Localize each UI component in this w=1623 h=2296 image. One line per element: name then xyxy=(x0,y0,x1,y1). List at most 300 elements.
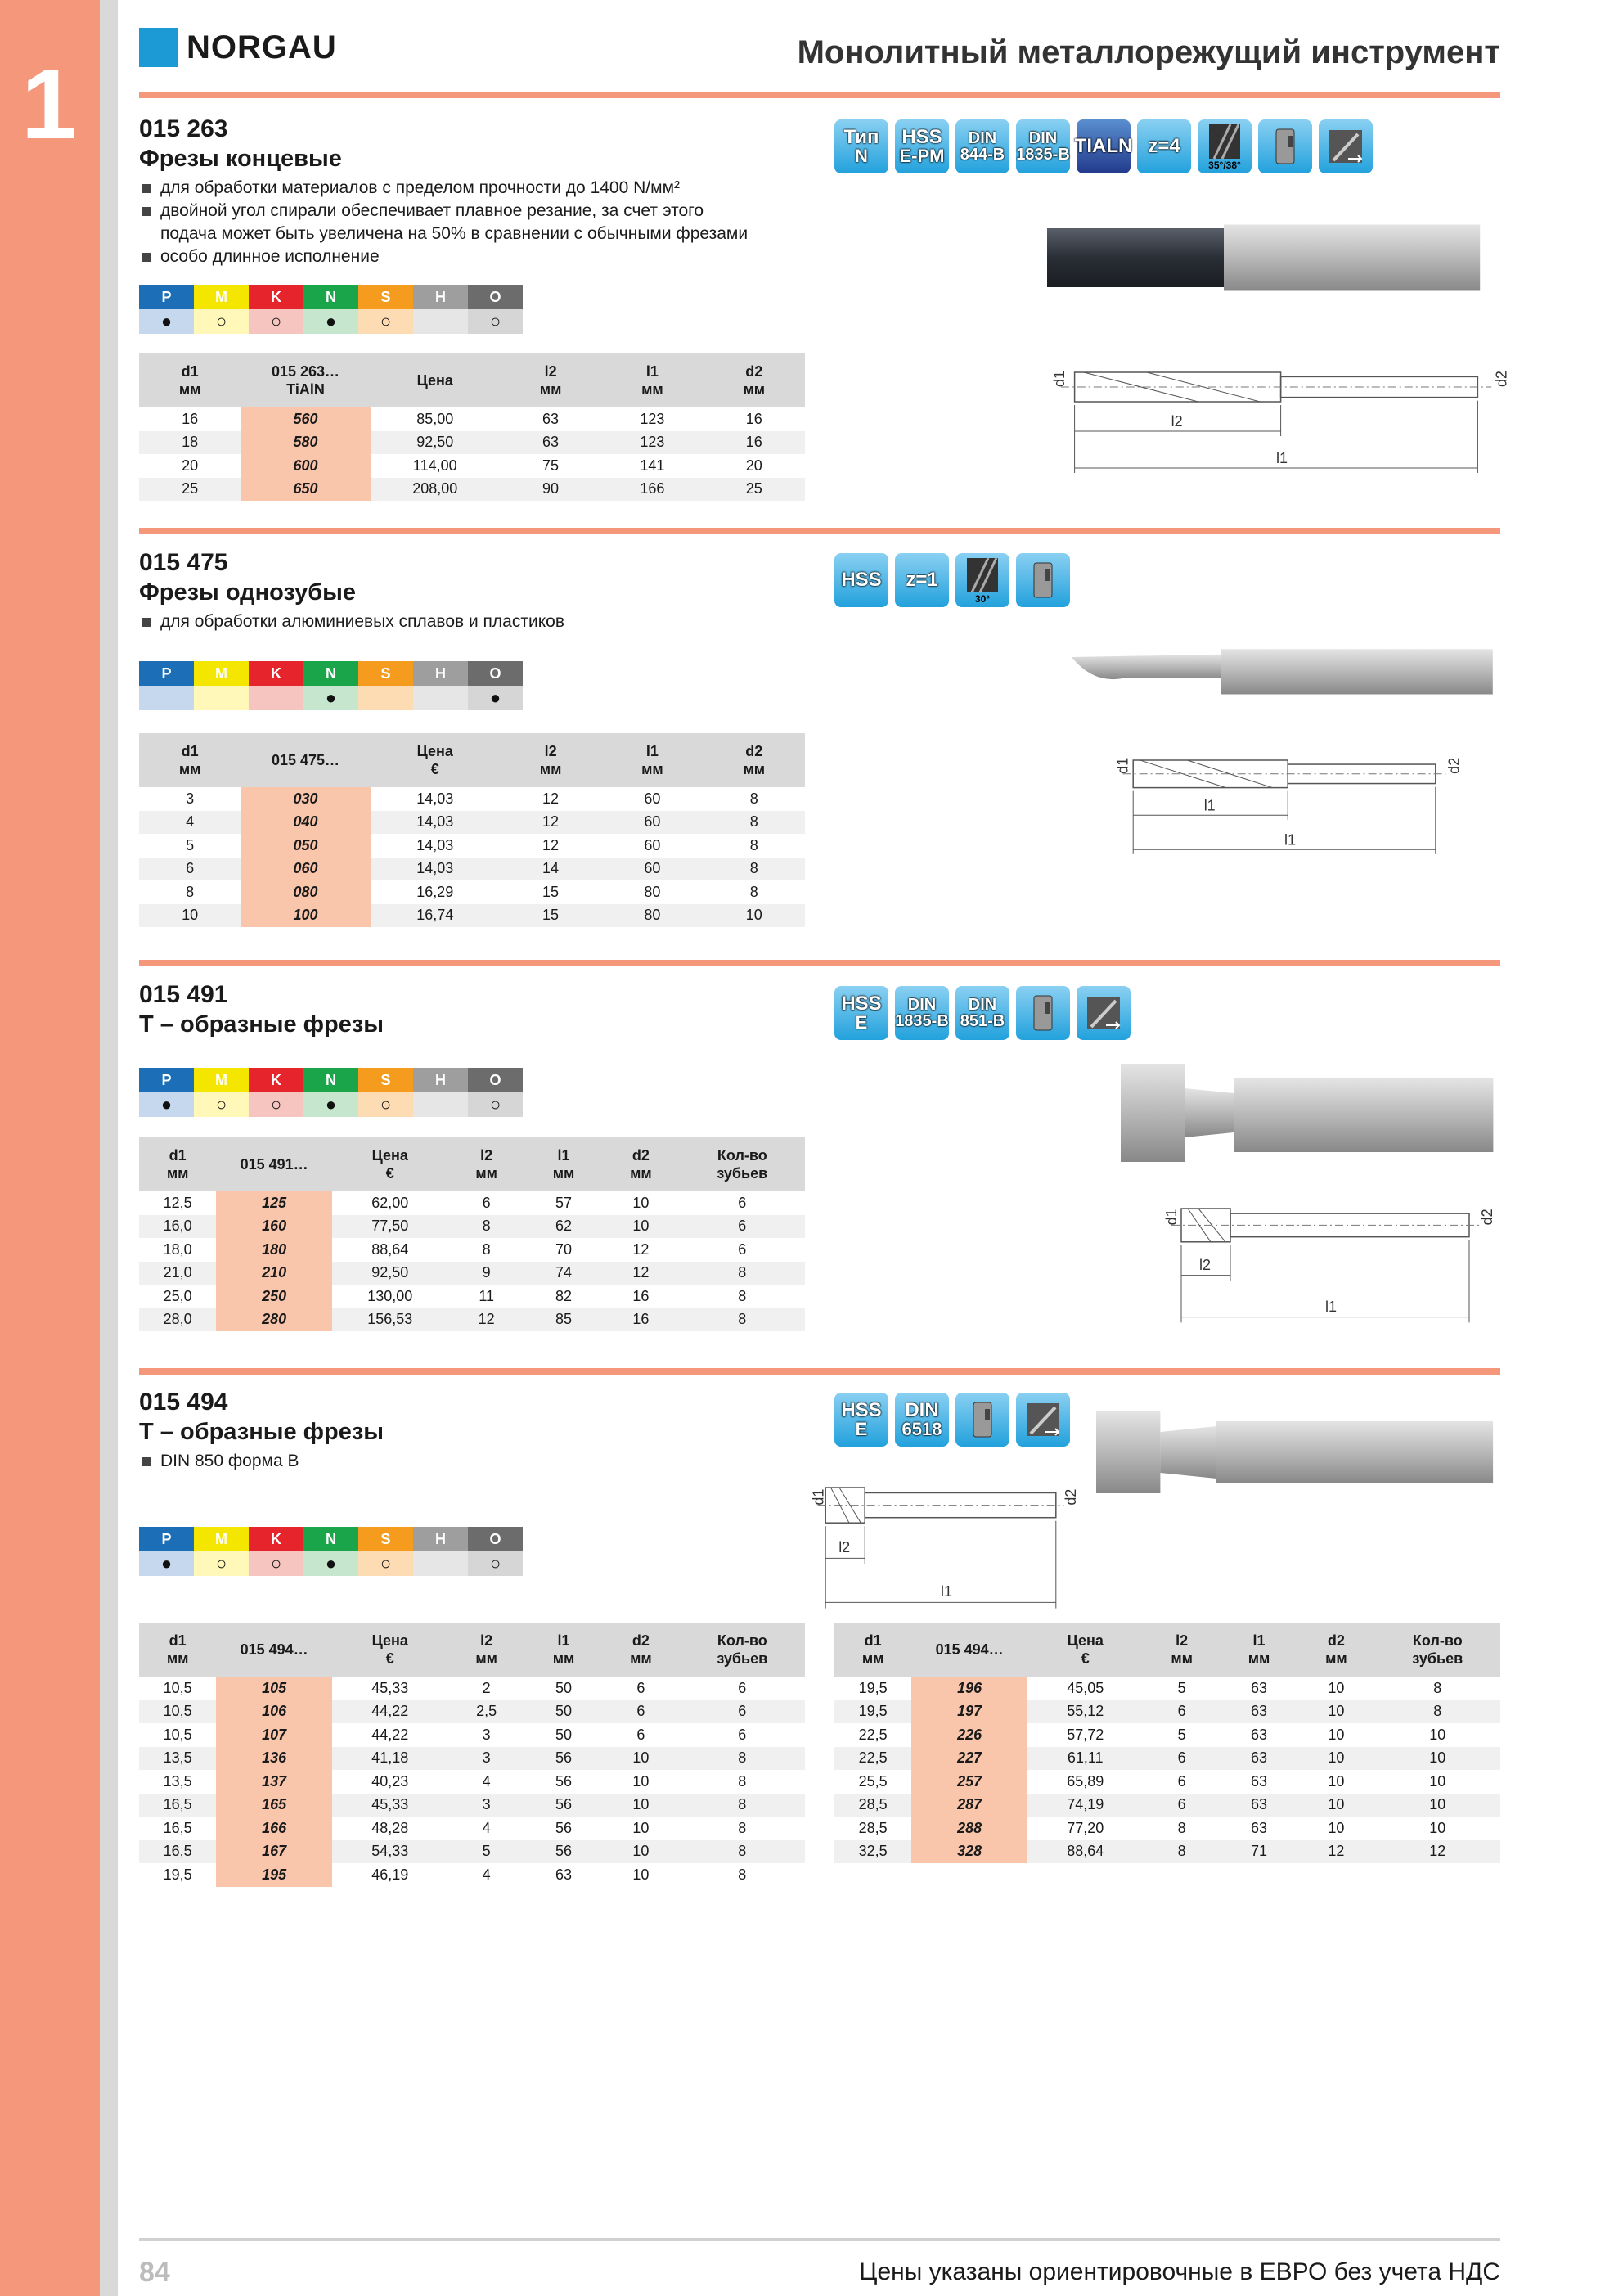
column-header xyxy=(911,1623,1027,1677)
material-suitability-m xyxy=(194,686,249,710)
material-suitability-o: ○ xyxy=(468,1092,523,1117)
order-code-cell[interactable]: 196 xyxy=(911,1677,1027,1700)
svg-text:l2: l2 xyxy=(1199,1256,1212,1273)
header-line-2: мм xyxy=(552,1165,575,1182)
table-cell: 6 xyxy=(636,1726,645,1743)
material-letter-o: O xyxy=(468,1068,523,1092)
material-letter-s: S xyxy=(358,285,413,309)
column-header xyxy=(834,1623,911,1677)
table-row[interactable] xyxy=(139,1770,805,1794)
table-cell: 10 xyxy=(1375,1747,1500,1771)
order-code-cell[interactable]: 165 xyxy=(216,1794,332,1817)
table-cell: 8 xyxy=(680,1262,805,1285)
svg-text:d1: d1 xyxy=(1163,1209,1180,1226)
table-cell: 8 xyxy=(1144,1840,1221,1864)
table-cell: 22,5 xyxy=(834,1747,911,1771)
material-suitability-k: ○ xyxy=(249,1092,303,1117)
material-letter-o: O xyxy=(468,661,523,686)
table-row[interactable] xyxy=(139,407,805,431)
table-row[interactable] xyxy=(139,1794,805,1817)
order-code-cell[interactable]: 250 xyxy=(216,1285,332,1308)
table-row[interactable] xyxy=(139,1677,805,1700)
table-cell: 20 xyxy=(745,457,762,474)
material-suitability-n: ● xyxy=(303,1092,358,1117)
shank-icon xyxy=(1024,561,1062,599)
header-line-2: мм xyxy=(166,1165,189,1182)
table-cell: 6 xyxy=(482,1194,491,1211)
material-suitability-o: ● xyxy=(468,686,523,710)
table-cell: 6 xyxy=(738,1679,747,1696)
dimension-diagram xyxy=(810,1473,1080,1620)
column-header xyxy=(1027,1623,1144,1677)
section-divider xyxy=(139,1368,1500,1375)
spec-badges xyxy=(834,1393,1070,1447)
header-line-1: 015 491… xyxy=(240,1156,308,1173)
svg-text:l2: l2 xyxy=(838,1539,851,1556)
table-cell: 16,0 xyxy=(139,1215,216,1239)
header-line-1: d2 xyxy=(632,1147,650,1164)
feature-list xyxy=(139,610,1500,633)
table-cell: 28,5 xyxy=(834,1794,911,1817)
order-code-cell[interactable]: 080 xyxy=(241,880,370,904)
header-line-1: d2 xyxy=(632,1632,650,1649)
material-group-table xyxy=(139,1527,523,1576)
material-letter-s: S xyxy=(358,1527,413,1551)
header-line-2: мм xyxy=(641,761,663,777)
material-letter-h: H xyxy=(413,661,468,686)
column-header xyxy=(139,1623,216,1677)
table-row[interactable] xyxy=(139,478,805,502)
spec-badge xyxy=(955,1393,1009,1447)
header-line-2: мм xyxy=(1248,1650,1270,1667)
header-line-1: d1 xyxy=(169,1147,187,1164)
material-suitability-m: ○ xyxy=(194,1551,249,1576)
material-letter-m: M xyxy=(194,1068,249,1092)
order-code-cell[interactable]: 106 xyxy=(216,1700,332,1724)
product-code: 015 494 xyxy=(139,1389,228,1416)
table-row[interactable] xyxy=(139,858,805,881)
table-cell: 8 xyxy=(680,1308,805,1332)
table-cell: 12 xyxy=(602,1262,679,1285)
table-cell: 11 xyxy=(479,1287,495,1304)
order-code-cell[interactable]: 195 xyxy=(216,1863,332,1887)
svg-text:d2: d2 xyxy=(1445,757,1463,774)
table-cell: 5 xyxy=(448,1840,525,1864)
table-cell: 8 xyxy=(680,1747,805,1771)
header-line-1: l1 xyxy=(557,1632,570,1649)
table-cell: 156,53 xyxy=(332,1308,448,1332)
material-letter-m: M xyxy=(194,661,249,686)
badge-line-1: DIN xyxy=(905,1399,939,1421)
material-suitability-n: ● xyxy=(303,686,358,710)
material-letter-k: K xyxy=(249,285,303,309)
column-header xyxy=(601,353,703,407)
logo-square-icon xyxy=(139,28,178,67)
table-cell: 10 xyxy=(1328,1679,1345,1696)
spec-badge xyxy=(955,986,1009,1040)
table-cell: 85,00 xyxy=(416,410,454,427)
material-group-table xyxy=(139,661,523,710)
header-line-1: d2 xyxy=(745,743,763,759)
order-code-cell[interactable]: 580 xyxy=(241,431,370,455)
table-cell: 56 xyxy=(525,1840,602,1864)
material-suitability-k xyxy=(249,686,303,710)
product-code: 015 263 xyxy=(139,115,228,142)
header-line-2: мм xyxy=(539,761,562,777)
table-cell: 18 xyxy=(139,431,241,455)
material-letter-h: H xyxy=(413,285,468,309)
spec-badge xyxy=(1198,119,1252,173)
table-row[interactable] xyxy=(139,454,805,478)
table-row[interactable] xyxy=(834,1817,1500,1840)
table-cell: 12 xyxy=(448,1308,525,1332)
shank-icon xyxy=(964,1401,1001,1438)
material-letter-s: S xyxy=(358,661,413,686)
header-line-2: мм xyxy=(178,761,201,777)
product-table xyxy=(139,1137,805,1331)
table-row[interactable] xyxy=(139,1747,805,1771)
table-cell: 8 xyxy=(1177,1819,1186,1836)
table-cell: 3 xyxy=(482,1726,491,1743)
table-cell: 77,50 xyxy=(332,1215,448,1239)
order-code-cell[interactable]: 226 xyxy=(911,1723,1027,1747)
material-suitability-o: ○ xyxy=(468,309,523,334)
table-cell: 6 xyxy=(738,1240,747,1258)
order-code-cell[interactable]: 227 xyxy=(911,1747,1027,1771)
material-letter-h: H xyxy=(413,1068,468,1092)
table-row[interactable] xyxy=(139,431,805,455)
material-suitability-p xyxy=(139,686,194,710)
table-row[interactable] xyxy=(139,904,805,928)
table-cell: 19,5 xyxy=(834,1700,911,1724)
table-row[interactable] xyxy=(834,1700,1500,1724)
table-cell: 15 xyxy=(500,904,601,928)
badge-line-1: HSS xyxy=(841,993,882,1015)
table-cell: 114,00 xyxy=(412,457,457,474)
table-cell: 8 xyxy=(738,1866,747,1883)
order-code-cell[interactable]: 030 xyxy=(241,787,370,811)
spec-badge xyxy=(834,1393,888,1447)
spec-badges xyxy=(834,986,1131,1040)
order-code-cell[interactable]: 650 xyxy=(241,478,370,502)
table-cell: 60 xyxy=(601,858,703,881)
table-cell: 141 xyxy=(640,457,665,474)
table-cell: 8 xyxy=(186,883,195,900)
order-code-cell[interactable]: 167 xyxy=(216,1840,332,1864)
order-code-cell[interactable]: 197 xyxy=(911,1700,1027,1724)
table-cell: 13,5 xyxy=(139,1747,216,1771)
table-cell: 16 xyxy=(704,431,805,455)
column-header xyxy=(704,733,805,787)
header-line-2: зубьев xyxy=(717,1650,768,1667)
order-code-cell[interactable]: 040 xyxy=(241,811,370,835)
table-row[interactable] xyxy=(139,880,805,904)
table-cell: 19,5 xyxy=(858,1679,888,1696)
header-line-2: мм xyxy=(861,1650,884,1667)
table-cell: 10 xyxy=(1375,1794,1500,1817)
table-row[interactable] xyxy=(139,1863,805,1887)
table-cell: 44,22 xyxy=(371,1726,409,1743)
order-code-cell[interactable]: 257 xyxy=(911,1770,1027,1794)
order-code-cell[interactable]: 136 xyxy=(216,1747,332,1771)
table-cell: 5 xyxy=(1177,1726,1186,1743)
table-cell: 4 xyxy=(482,1819,491,1836)
table-cell: 56 xyxy=(525,1747,602,1771)
table-row[interactable] xyxy=(834,1770,1500,1794)
badge-angle-label: 30° xyxy=(974,593,991,605)
section-divider xyxy=(139,528,1500,534)
badge-line-1: DIN xyxy=(907,996,937,1014)
badge-line-1: z=1 xyxy=(906,569,938,591)
table-cell: 21,0 xyxy=(139,1262,216,1285)
table-row[interactable] xyxy=(139,1215,805,1239)
table-cell: 20 xyxy=(182,457,199,474)
column-header xyxy=(500,353,601,407)
spec-badge xyxy=(1258,119,1312,173)
table-row[interactable] xyxy=(139,1700,805,1724)
header-line-1: d1 xyxy=(181,743,199,759)
header-line-1: d1 xyxy=(181,363,199,380)
order-code-cell[interactable]: 105 xyxy=(216,1677,332,1700)
header-line-1: Цена xyxy=(371,1632,408,1649)
svg-text:l1: l1 xyxy=(1276,450,1288,466)
order-code-cell[interactable]: 125 xyxy=(216,1191,332,1215)
table-cell: 8 xyxy=(704,811,805,835)
order-code-cell[interactable]: 280 xyxy=(216,1308,332,1332)
material-letter-m: M xyxy=(194,285,249,309)
material-suitability-s xyxy=(358,686,413,710)
spec-badge xyxy=(895,1393,949,1447)
table-cell: 3 xyxy=(448,1747,525,1771)
column-header xyxy=(448,1623,525,1677)
table-row[interactable] xyxy=(139,787,805,811)
spec-badge xyxy=(1077,986,1131,1040)
table-cell: 92,50 xyxy=(332,1262,448,1285)
header-line-1: Цена xyxy=(416,372,453,389)
table-cell: 6 xyxy=(1144,1747,1221,1771)
svg-text:d1: d1 xyxy=(810,1488,827,1506)
table-row[interactable] xyxy=(139,1308,805,1332)
table-cell: 16 xyxy=(182,410,199,427)
table-cell: 56 xyxy=(555,1819,573,1836)
product-section xyxy=(139,548,1500,633)
table-cell: 60 xyxy=(644,790,661,807)
table-cell: 92,50 xyxy=(371,431,500,455)
feature-item: подача может быть увеличена на 50% в сравнении с обычными фрезами xyxy=(160,224,749,243)
table-cell: 16,5 xyxy=(139,1840,216,1864)
column-header xyxy=(680,1623,805,1677)
badge-line-2: 844-B xyxy=(960,146,1005,164)
table-row[interactable] xyxy=(139,1723,805,1747)
header-line-2: мм xyxy=(539,381,562,398)
table-cell: 22,5 xyxy=(858,1726,888,1743)
table-cell: 74,19 xyxy=(1027,1794,1144,1817)
table-row[interactable] xyxy=(139,1262,805,1285)
spec-badge xyxy=(955,553,1009,607)
product-title: Фрезы однозубые xyxy=(139,579,357,606)
material-letter-h: H xyxy=(413,1527,468,1551)
spec-badge xyxy=(895,119,949,173)
header-line-1: Кол-во xyxy=(1412,1632,1463,1649)
table-cell: 2 xyxy=(482,1679,491,1696)
table-cell: 10 xyxy=(1297,1794,1374,1817)
column-header xyxy=(371,353,500,407)
order-code-cell[interactable]: 100 xyxy=(241,904,370,928)
column-header xyxy=(139,733,241,787)
order-code-cell[interactable]: 060 xyxy=(241,858,370,881)
material-suitability-k: ○ xyxy=(249,309,303,334)
header-line-1: l1 xyxy=(645,743,659,759)
order-code-cell[interactable]: 137 xyxy=(216,1770,332,1794)
material-suitability-k: ○ xyxy=(249,1551,303,1576)
header-line-1: Цена xyxy=(416,743,453,759)
order-code-cell[interactable]: 050 xyxy=(241,834,370,858)
table-cell: 25 xyxy=(704,478,805,502)
table-cell: 80 xyxy=(644,883,661,900)
table-cell: 6 xyxy=(738,1726,747,1743)
feature-item: двойной угол спирали обеспечивает плавное резание, за счет этого xyxy=(139,200,1500,223)
table-cell: 63 xyxy=(1251,1819,1268,1836)
order-code-cell[interactable]: 210 xyxy=(216,1262,332,1285)
order-code-cell[interactable]: 600 xyxy=(241,454,370,478)
table-cell: 10 xyxy=(139,904,241,928)
table-cell: 12 xyxy=(500,811,601,835)
column-header xyxy=(216,1137,332,1191)
table-cell: 4 xyxy=(482,1866,491,1883)
table-cell: 12 xyxy=(632,1240,650,1258)
header-line-1: d1 xyxy=(864,1632,882,1649)
column-header xyxy=(680,1137,805,1191)
material-suitability-m: ○ xyxy=(194,1092,249,1117)
table-cell: 8 xyxy=(704,858,805,881)
product-code: 015 491 xyxy=(139,981,228,1008)
order-code-cell[interactable]: 166 xyxy=(216,1817,332,1840)
table-row[interactable] xyxy=(139,1285,805,1308)
table-cell: 13,5 xyxy=(163,1772,192,1790)
table-cell: 10 xyxy=(602,1215,679,1239)
table-cell: 48,28 xyxy=(371,1819,409,1836)
badge-line-2: E xyxy=(855,1012,868,1033)
table-cell: 62,00 xyxy=(371,1194,409,1211)
table-cell: 10,5 xyxy=(163,1679,192,1696)
header-divider xyxy=(139,92,1500,98)
spec-badge xyxy=(1016,553,1070,607)
material-suitability-m: ○ xyxy=(194,309,249,334)
table-cell: 45,33 xyxy=(371,1679,409,1696)
table-cell: 12 xyxy=(1375,1840,1500,1864)
order-code-cell[interactable]: 288 xyxy=(911,1817,1027,1840)
table-cell: 4 xyxy=(139,811,241,835)
brand-logo xyxy=(139,28,337,67)
order-code-cell[interactable]: 328 xyxy=(911,1840,1027,1864)
badge-line-2: E xyxy=(855,1419,868,1439)
table-row[interactable] xyxy=(139,834,805,858)
header-line-2: зубьев xyxy=(1412,1650,1463,1667)
table-cell: 16,74 xyxy=(371,904,500,928)
feed-icon xyxy=(1327,128,1364,165)
table-cell: 8 xyxy=(738,1819,747,1836)
header-line-1: 015 263… xyxy=(271,363,340,380)
table-row[interactable] xyxy=(139,1238,805,1262)
feature-item: для обработки материалов с пределом прочности до 1400 N/мм² xyxy=(139,177,1500,200)
material-suitability-h xyxy=(413,686,468,710)
table-cell: 54,33 xyxy=(332,1840,448,1864)
spec-badge xyxy=(1016,986,1070,1040)
header-line-1: l2 xyxy=(480,1632,493,1649)
table-cell: 15 xyxy=(542,883,560,900)
table-cell: 12 xyxy=(542,790,560,807)
column-header xyxy=(332,1623,448,1677)
table-cell: 10 xyxy=(632,1194,650,1211)
material-letter-k: K xyxy=(249,1068,303,1092)
table-row[interactable] xyxy=(834,1840,1500,1864)
header-line-1: 015 494… xyxy=(240,1641,308,1658)
table-cell: 14,03 xyxy=(371,811,500,835)
table-cell: 14,03 xyxy=(371,858,500,881)
page-title: Монолитный металлорежущий инструмент xyxy=(797,34,1500,70)
material-letter-m: M xyxy=(194,1527,249,1551)
table-cell: 57 xyxy=(555,1194,573,1211)
product-title: T – образные фрезы xyxy=(139,1011,384,1038)
order-code-cell[interactable]: 107 xyxy=(216,1723,332,1747)
order-code-cell[interactable]: 160 xyxy=(216,1215,332,1239)
table-row[interactable] xyxy=(139,1817,805,1840)
column-header xyxy=(241,353,370,407)
table-cell: 8 xyxy=(749,790,758,807)
material-letter-n: N xyxy=(303,1527,358,1551)
feed-icon xyxy=(1085,994,1122,1032)
order-code-cell[interactable]: 180 xyxy=(216,1238,332,1262)
order-code-cell[interactable]: 287 xyxy=(911,1794,1027,1817)
product-table xyxy=(139,353,805,501)
page-number: 84 xyxy=(139,2257,170,2288)
table-cell: 8 xyxy=(482,1240,491,1258)
table-row[interactable] xyxy=(139,811,805,835)
order-code-cell[interactable]: 560 xyxy=(241,407,370,431)
material-letter-p: P xyxy=(139,661,194,686)
table-cell: 63 xyxy=(500,431,601,455)
header-line-2: мм xyxy=(630,1165,652,1182)
table-row[interactable] xyxy=(834,1677,1500,1700)
badge-line-1: Тип xyxy=(843,126,879,148)
header-line-1: Кол-во xyxy=(717,1147,767,1164)
table-row[interactable] xyxy=(139,1840,805,1864)
table-cell: 10 xyxy=(704,904,805,928)
material-suitability-s: ○ xyxy=(358,1092,413,1117)
header-line-2: мм xyxy=(166,1650,189,1667)
header-line-1: l2 xyxy=(1176,1632,1189,1649)
table-cell: 71 xyxy=(1221,1840,1297,1864)
spec-badge xyxy=(1016,1393,1070,1447)
table-cell: 8 xyxy=(448,1215,525,1239)
chapter-sidebar xyxy=(0,0,100,2296)
table-cell: 46,19 xyxy=(371,1866,409,1883)
material-suitability-p: ● xyxy=(139,309,194,334)
table-cell: 88,64 xyxy=(371,1240,409,1258)
table-row[interactable] xyxy=(834,1794,1500,1817)
table-cell: 10 xyxy=(1297,1700,1374,1724)
table-row[interactable] xyxy=(834,1723,1500,1747)
table-cell: 6 xyxy=(1177,1772,1186,1790)
table-cell: 16,5 xyxy=(139,1794,216,1817)
table-row[interactable] xyxy=(139,1191,805,1215)
column-header xyxy=(371,733,500,787)
column-header xyxy=(241,733,370,787)
table-cell: 6 xyxy=(636,1679,645,1696)
table-cell: 63 xyxy=(1221,1794,1297,1817)
table-row[interactable] xyxy=(834,1747,1500,1771)
material-group-table xyxy=(139,1068,523,1117)
